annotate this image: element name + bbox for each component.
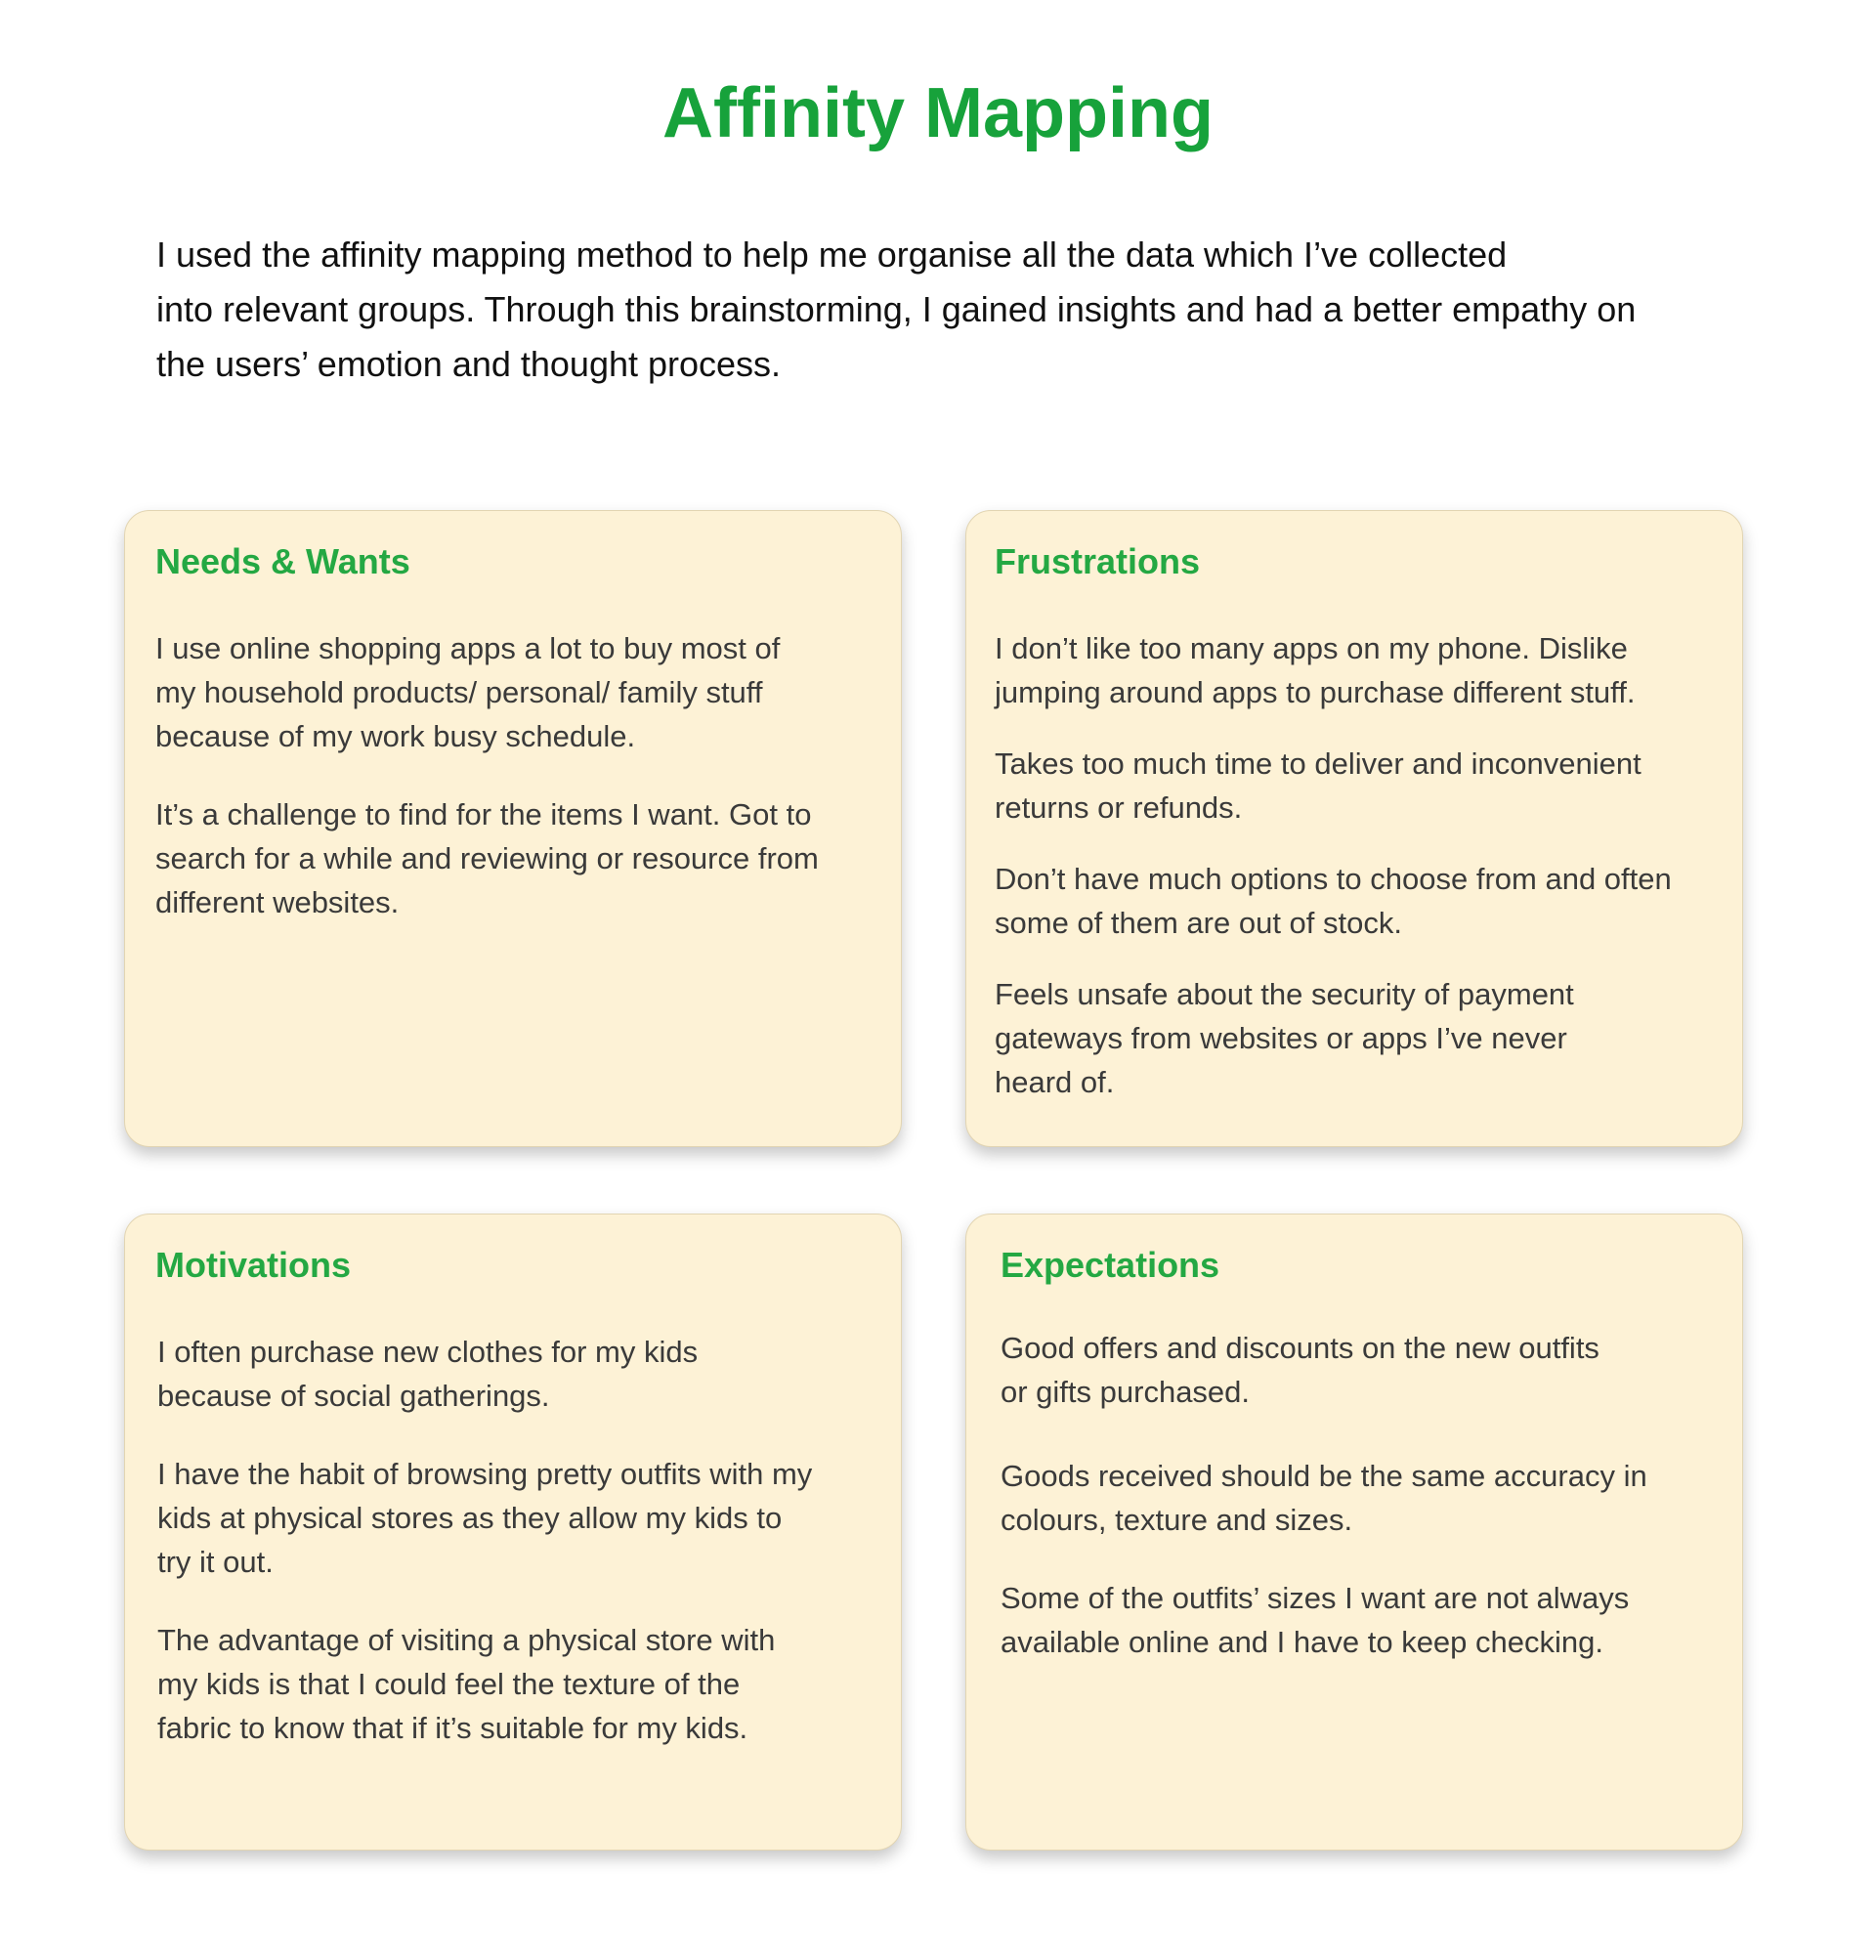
card-paragraph: [995, 972, 1672, 1104]
card-line: Goods received should be the same accuracy in: [1001, 1459, 1647, 1493]
card-body: [157, 1330, 812, 1750]
card-line: kids at physical stores as they allow my kids to: [157, 1501, 783, 1535]
card-paragraph: [155, 626, 819, 758]
card-line: I use online shopping apps a lot to buy most of: [155, 631, 781, 665]
card-frustrations: [965, 510, 1743, 1147]
card-motivations: [124, 1214, 902, 1851]
card-line: Some of the outfits’ sizes I want are not always: [1001, 1581, 1630, 1615]
card-title: Needs & Wants: [155, 541, 410, 581]
card-line: I have the habit of browsing pretty outfits with my: [157, 1457, 813, 1491]
card-paragraph: [995, 626, 1672, 714]
card-line: fabric to know that if it’s suitable for my kids.: [157, 1711, 748, 1745]
card-paragraph: [1001, 1454, 1647, 1542]
card-expectations: [965, 1214, 1743, 1851]
card-paragraph: [155, 792, 819, 924]
card-paragraph: [995, 742, 1672, 830]
card-line: available online and I have to keep checking.: [1001, 1625, 1603, 1659]
card-title: Frustrations: [995, 541, 1201, 581]
card-line: my household products/ personal/ family stuff: [155, 675, 763, 709]
intro-line: I used the affinity mapping method to help me organise all the data which I’ve collected: [156, 234, 1508, 275]
card-needs-and-wants: [124, 510, 902, 1147]
card-line: some of them are out of stock.: [995, 906, 1402, 940]
card-line: colours, texture and sizes.: [1001, 1503, 1353, 1537]
card-paragraph: [1001, 1576, 1647, 1664]
intro-line: the users’ emotion and thought process.: [156, 344, 782, 384]
card-line: heard of.: [995, 1065, 1115, 1099]
card-paragraph: [995, 857, 1672, 945]
card-line: Feels unsafe about the security of payment: [995, 977, 1574, 1011]
card-line: different websites.: [155, 885, 400, 919]
card-title: Motivations: [155, 1245, 352, 1285]
card-line: or gifts purchased.: [1001, 1375, 1251, 1409]
card-line: Takes too much time to deliver and inconvenient: [995, 746, 1642, 781]
card-line: search for a while and reviewing or resource from: [155, 841, 819, 875]
card-body: [995, 626, 1672, 1104]
card-line: try it out.: [157, 1545, 274, 1579]
card-line: Good offers and discounts on the new outfits: [1001, 1331, 1599, 1365]
card-paragraph: [157, 1330, 812, 1418]
card-paragraph: [1001, 1326, 1647, 1414]
card-line: It’s a challenge to find for the items I want. Got to: [155, 797, 812, 831]
intro-paragraph: [156, 228, 1759, 392]
card-title: Expectations: [1001, 1245, 1220, 1285]
card-line: jumping around apps to purchase different stuff.: [995, 675, 1636, 709]
card-line: Don’t have much options to choose from and often: [995, 862, 1672, 896]
card-line: because of my work busy schedule.: [155, 719, 636, 753]
card-body: [1001, 1326, 1647, 1664]
card-line: The advantage of visiting a physical store with: [157, 1623, 776, 1657]
card-line: because of social gatherings.: [157, 1379, 550, 1413]
page-title: Affinity Mapping: [662, 74, 1214, 152]
card-line: my kids is that I could feel the texture of the: [157, 1667, 741, 1701]
card-line: returns or refunds.: [995, 790, 1243, 825]
card-paragraph: [157, 1618, 812, 1750]
intro-line: into relevant groups. Through this brainstorming, I gained insights and had a better empathy on: [156, 289, 1637, 329]
card-line: I don’t like too many apps on my phone. Dislike: [995, 631, 1628, 665]
card-body: [155, 626, 819, 924]
card-paragraph: [157, 1452, 812, 1584]
card-line: I often purchase new clothes for my kids: [157, 1335, 699, 1369]
card-line: gateways from websites or apps I’ve never: [995, 1021, 1567, 1055]
